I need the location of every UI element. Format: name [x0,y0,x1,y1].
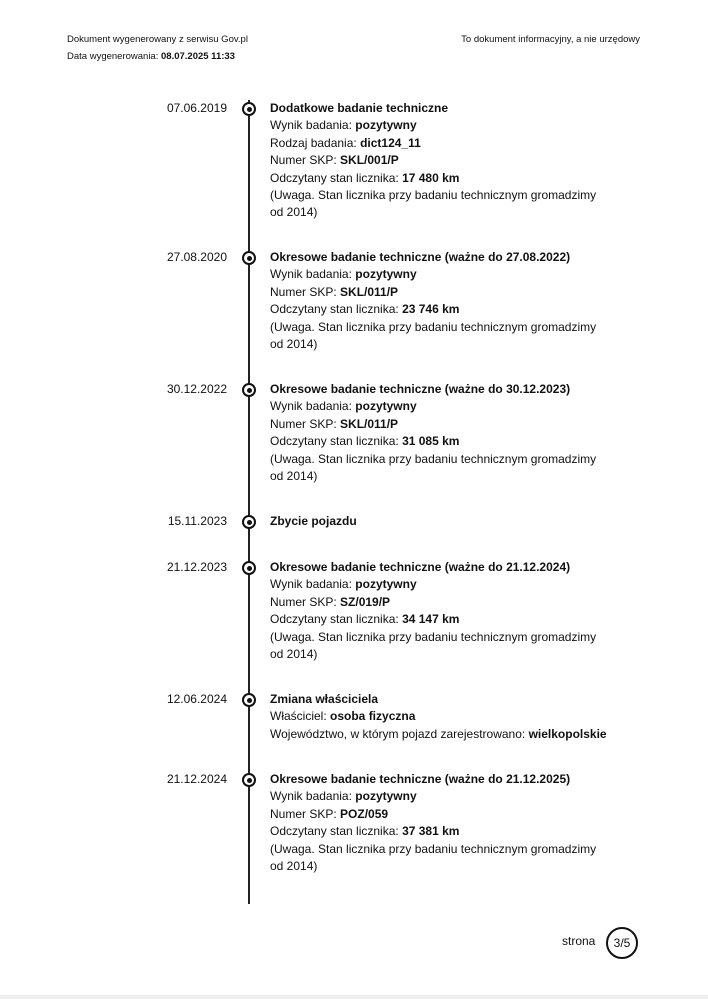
event-detail-line [270,708,610,725]
detail-label: Odczytany stan licznika: [270,302,403,317]
timeline-dot-icon [242,383,256,397]
event-date: 15.11.2023 [167,514,227,528]
detail-value: 37 381 km [402,824,460,839]
detail-label: Odczytany stan licznika: [270,612,403,627]
detail-label: Wynik badania: [270,118,356,133]
event-date: 27.08.2020 [166,250,227,264]
disclaimer: To dokument informacyjny, a nie urzędowy [461,34,640,45]
event-date: 30.12.2022 [166,382,227,396]
detail-value: SKL/001/P [340,153,399,168]
detail-value: 31 085 km [402,434,460,449]
detail-label: Województwo, w którym pojazd zarejestrowano: [270,726,529,741]
detail-label: (Uwaga. Stan licznika przy badaniu technicznym gromadzimy od 2014) [270,451,597,484]
detail-label: Wynik badania: [270,789,356,804]
detail-label: Numer SKP: [270,416,341,431]
event-detail-line [270,594,610,611]
event-date: 21.12.2023 [166,560,227,574]
event-date: 21.12.2024 [166,772,227,786]
timeline-dot-icon [242,102,256,116]
event-title: Okresowe badanie techniczne (ważne do 21.12.2025) [270,772,571,786]
event-date: 07.06.2019 [166,101,227,115]
detail-value: POZ/059 [340,806,389,821]
detail-label: (Uwaga. Stan licznika przy badaniu technicznym gromadzimy od 2014) [270,629,597,662]
event-details [270,513,610,530]
event-detail-line [270,788,610,805]
timeline-dot-icon [242,561,256,575]
detail-label: Numer SKP: [270,594,341,609]
event-detail-line [270,576,610,593]
event-detail-line [270,117,610,134]
event-details [270,249,610,353]
timeline-dot-icon [242,773,256,787]
event-title: Zmiana właściciela [270,692,379,706]
event-detail-line [270,301,610,318]
detail-label: (Uwaga. Stan licznika przy badaniu technicznym gromadzimy od 2014) [270,188,597,220]
event-details [270,691,610,743]
event-detail-line [270,433,610,450]
date-label: Data wygenerowania: [67,51,159,62]
detail-value: pozytywny [355,789,417,804]
detail-value: 34 147 km [402,612,460,627]
event-detail-line [270,152,610,169]
detail-label: Rodzaj badania: [270,135,361,150]
event-title: Okresowe badanie techniczne (ważne do 27.08.2022) [270,250,571,264]
event-details [270,559,610,663]
timeline-dot-icon [242,693,256,707]
event-date: 12.06.2024 [166,692,227,706]
detail-value: dict124_11 [360,135,421,150]
detail-value: SZ/019/P [340,594,391,609]
page-label: strona [562,934,596,948]
event-detail-line [270,416,610,433]
detail-label: (Uwaga. Stan licznika przy badaniu technicznym gromadzimy od 2014) [270,319,597,352]
generation-date [67,48,248,65]
detail-label: Numer SKP: [270,284,341,299]
event-title: Zbycie pojazdu [270,514,357,528]
detail-value: wielkopolskie [528,726,607,741]
event-detail-line [270,187,610,222]
event-detail-line [270,451,610,486]
header-left [67,31,248,65]
detail-value: pozytywny [355,118,417,133]
detail-value: pozytywny [355,577,417,592]
event-detail-line [270,611,610,628]
page-number-badge: 3/5 [606,927,638,959]
detail-label: Odczytany stan licznika: [270,434,403,449]
event-detail-line [270,284,610,301]
detail-value: pozytywny [355,267,417,282]
event-details [270,771,610,875]
event-detail-line [270,806,610,823]
event-detail-line [270,135,610,152]
detail-value: osoba fizyczna [330,709,416,724]
date-value: 08.07.2025 11:33 [161,51,235,62]
source-text: Dokument wygenerowany z serwisu Gov.pl [67,34,248,45]
event-detail-line [270,319,610,354]
detail-value: pozytywny [355,399,417,414]
event-title: Okresowe badanie techniczne (ważne do 21.12.2024) [270,560,571,574]
event-details [270,100,610,222]
detail-label: (Uwaga. Stan licznika przy badaniu technicznym gromadzimy od 2014) [270,841,597,874]
detail-label: Właściciel: [270,709,331,724]
event-title: Dodatkowe badanie techniczne [270,101,449,115]
detail-label: Odczytany stan licznika: [270,170,403,185]
bottom-divider [0,995,708,999]
event-detail-line [270,398,610,415]
detail-label: Wynik badania: [270,399,356,414]
timeline-dot-icon [242,515,256,529]
detail-label: Numer SKP: [270,806,341,821]
event-detail-line [270,841,610,876]
detail-label: Odczytany stan licznika: [270,824,403,839]
event-detail-line [270,823,610,840]
detail-value: SKL/011/P [340,416,399,431]
event-detail-line [270,170,610,187]
detail-label: Numer SKP: [270,153,341,168]
detail-value: 23 746 km [402,302,460,317]
detail-value: 17 480 km [402,170,460,185]
event-title: Okresowe badanie techniczne (ważne do 30.12.2023) [270,382,571,396]
event-detail-line [270,266,610,283]
detail-value: SKL/011/P [340,284,399,299]
event-detail-line [270,629,610,664]
event-details [270,381,610,485]
detail-label: Wynik badania: [270,577,356,592]
event-detail-line [270,726,610,743]
detail-label: Wynik badania: [270,267,356,282]
timeline-dot-icon [242,251,256,265]
